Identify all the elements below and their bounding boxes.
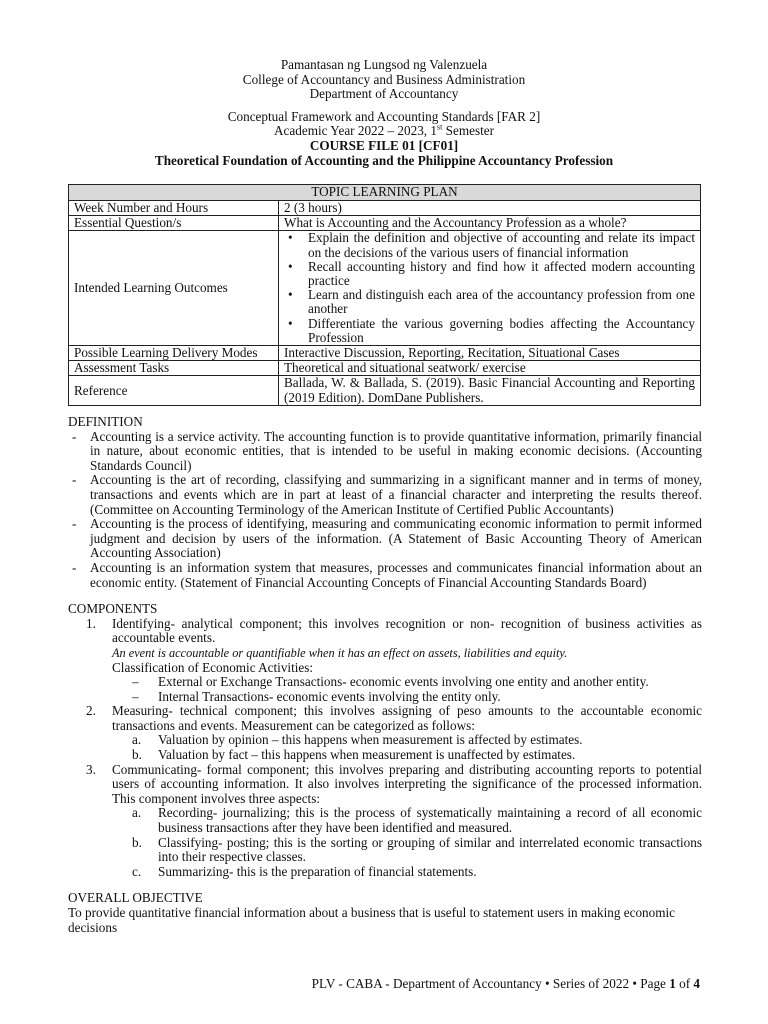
university-name: Pamantasan ng Lungsod ng Valenzuela	[280, 57, 488, 72]
list-item: c. Summarizing- this is the preparation of financial statements.	[132, 863, 477, 879]
page-footer: PLV - CABA - Department of Accountancy • Series of 2022 • Page 1 of 4	[311, 976, 700, 991]
bullet-icon: •	[288, 315, 293, 331]
objective-text: To provide quantitative financial information about a business that is useful to statement users in making economic decisions	[68, 905, 676, 935]
bullet-icon: •	[288, 230, 293, 246]
list-item: a. Recording- journalizing; this is the process of systematically maintaining a record of all economic business transactions after they have been identified and measured.	[132, 805, 702, 836]
ilo-value	[279, 231, 701, 346]
document-body	[68, 415, 702, 935]
delivery-modes-value: Interactive Discussion, Reporting, Recitation, Situational Cases	[279, 346, 701, 361]
list-item: - Accounting is the art of recording, classifying and summarizing in a significant manner and in terms of money, transactions and events which are in part at least of a financial character and interpreting the results thereof. (Committee on Accounting Terminology of the American Institute of Certified Public Accountants)	[72, 472, 702, 517]
ilo-list	[284, 231, 695, 345]
list-item: – External or Exchange Transactions- economic events involving one entity and another entity.	[132, 674, 649, 690]
list-item: • Learn and distinguish each area of the accountancy profession from one another	[288, 287, 695, 317]
document-header	[0, 58, 768, 168]
assessment-value: Theoretical and situational seatwork/ exercise	[279, 361, 701, 376]
essential-question-value: What is Accounting and the Accountancy Profession as a whole?	[279, 216, 701, 231]
list-item: • Explain the definition and objective of accounting and relate its impact on the decisions of the various users of financial information	[288, 230, 695, 260]
definition-heading: DEFINITION	[68, 414, 143, 429]
academic-year: Academic Year 2022 – 2023, 1st Semester	[274, 122, 494, 139]
classification-label: Classification of Economic Activities:	[112, 659, 314, 675]
week-label: Week Number and Hours	[69, 201, 279, 216]
assessment-label: Assessment Tasks	[69, 361, 279, 376]
objective-heading: OVERALL OBJECTIVE	[68, 890, 203, 906]
list-item: – Internal Transactions- economic events involving the entity only.	[132, 688, 501, 704]
component-identifying: 1. Identifying- analytical component; this involves recognition or non- recognition of business activities as accountable events.	[86, 615, 702, 646]
table-row	[69, 201, 701, 216]
table-row	[69, 361, 701, 376]
topic-title: Theoretical Foundation of Accounting and the Philippine Accountancy Profession	[154, 152, 614, 168]
components-heading: COMPONENTS	[68, 601, 158, 617]
ilo-label: Intended Learning Outcomes	[69, 231, 279, 346]
component-measuring: 2. Measuring- technical component; this involves assigning of peso amounts to the accountable economic transactions and events. Measurement can be categorized as follows:	[86, 703, 702, 733]
list-item: • Recall accounting history and find how it affected modern accounting practice	[288, 258, 695, 289]
list-item: a. Valuation by opinion – this happens when measurement is affected by estimates.	[132, 732, 583, 748]
page-number: 1	[669, 976, 676, 991]
table-title: TOPIC LEARNING PLAN	[69, 185, 701, 201]
topic-learning-plan-table	[68, 184, 701, 406]
course-title: Conceptual Framework and Accounting Standards [FAR 2]	[227, 108, 541, 124]
table-row	[69, 376, 701, 405]
reference-label: Reference	[69, 376, 279, 405]
page-total: 4	[693, 976, 700, 991]
college-name: College of Accountancy and Business Administration	[242, 71, 526, 87]
table-row	[69, 216, 701, 231]
table-row	[69, 346, 701, 361]
essential-question-label: Essential Question/s	[69, 216, 279, 231]
component-note: An event is accountable or quantifiable when it has an effect on assets, liabilities and equity.	[112, 645, 568, 660]
department-name: Department of Accountancy	[309, 86, 459, 102]
list-item: - Accounting is an information system that measures, processes and communicates financial information about an economic entity. (Statement of Financial Accounting Concepts of Financial Accounting Standards Board)	[72, 559, 702, 590]
component-communicating: 3. Communicating- formal component; this involves preparing and distributing accounting reports to potential users of accounting information. It also involves interpreting the significance of the processed information. This component involves three aspects:	[86, 761, 702, 806]
table-row	[69, 231, 701, 346]
bullet-icon: •	[288, 287, 293, 303]
course-file-code: COURSE FILE 01 [CF01]	[309, 137, 459, 153]
list-item: - Accounting is the process of identifying, measuring and communicating economic information to permit informed judgment and decision by users of the information. (A Statement of Basic Accounting Theory of American Accounting Association)	[72, 516, 702, 561]
week-value: 2 (3 hours)	[279, 201, 701, 216]
list-item: b. Classifying- posting; this is the sorting or grouping of similar and interrelated economic transactions into their respective classes.	[132, 834, 702, 865]
bullet-icon: •	[288, 258, 293, 274]
delivery-modes-label: Possible Learning Delivery Modes	[69, 346, 279, 361]
list-item: b. Valuation by fact – this happens when measurement is unaffected by estimates.	[132, 747, 576, 763]
reference-value: Ballada, W. & Ballada, S. (2019). Basic Financial Accounting and Reporting (2019 Edition). DomDane Publishers.	[279, 376, 701, 405]
list-item: - Accounting is a service activity. The accounting function is to provide quantitative information, primarily financial in nature, about economic entities, that is intended to be useful in making economic decisions. (Accounting Standards Council)	[72, 428, 702, 473]
list-item: • Differentiate the various governing bodies affecting the Accountancy Profession	[288, 315, 695, 345]
